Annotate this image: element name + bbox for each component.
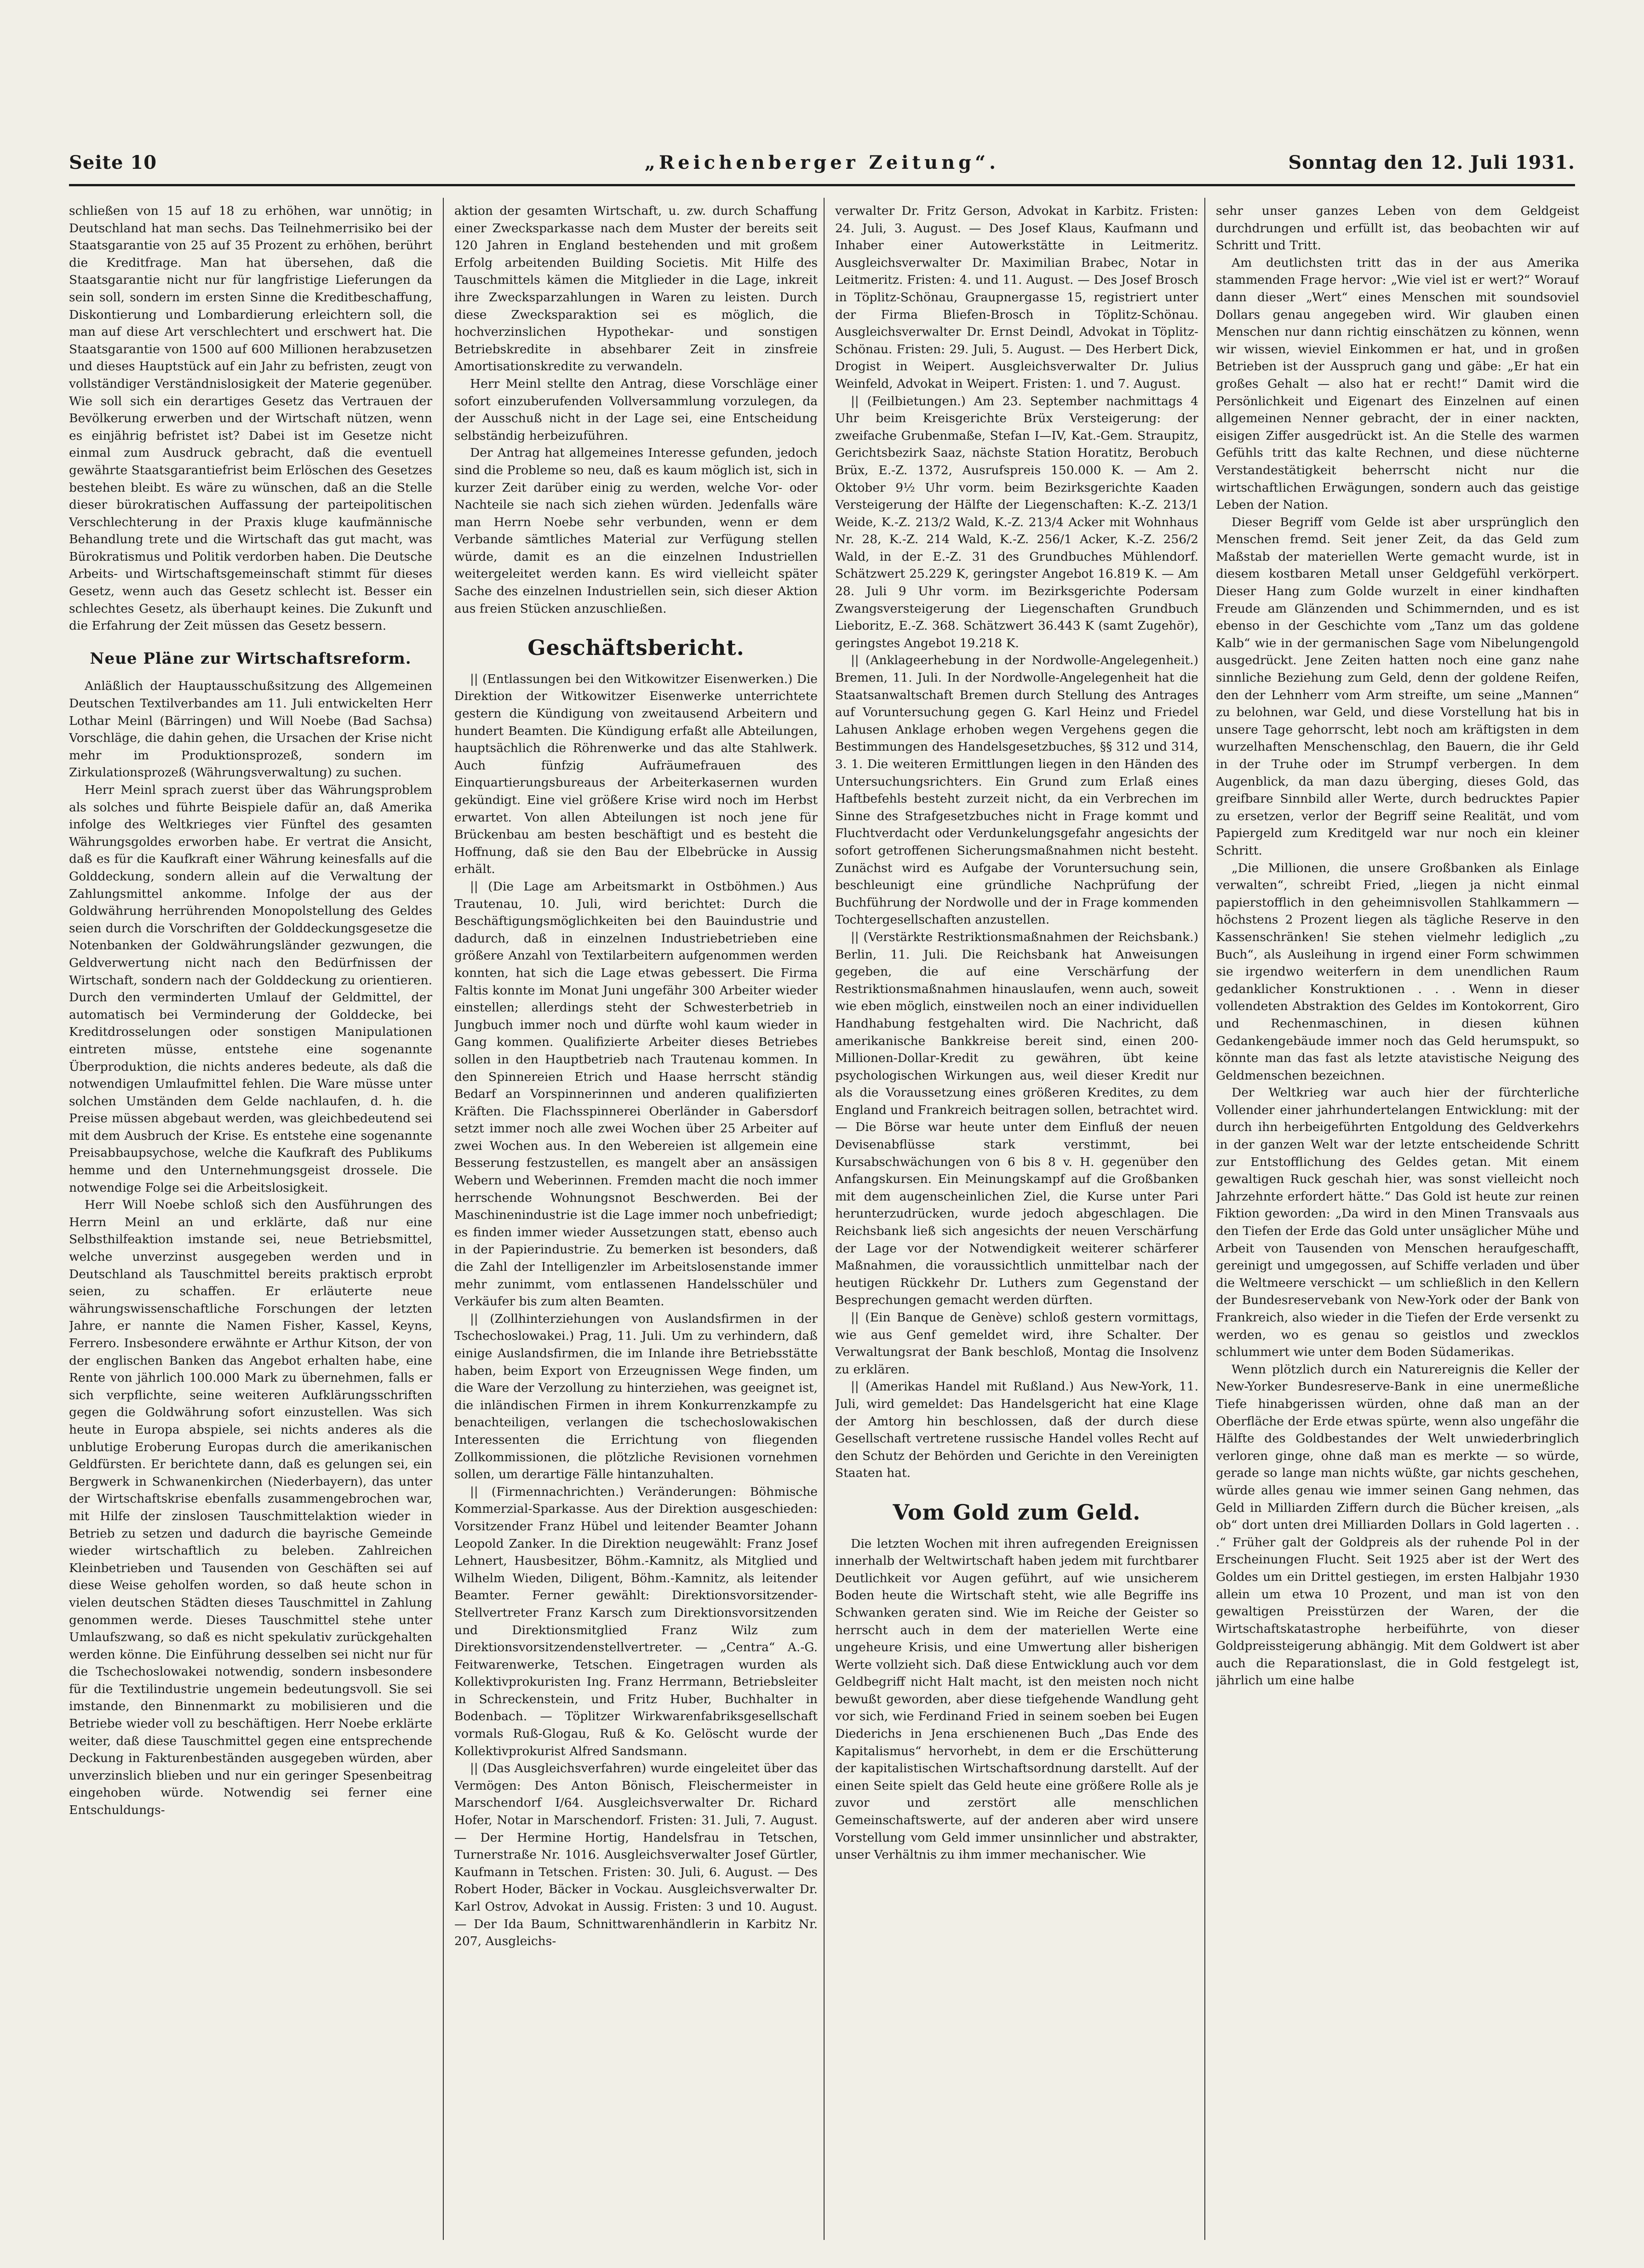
article-paragraph: Anläßlich der Hauptausschußsitzung des Allgemeinen Deutschen Textilverbandes am 11. Juli entwickelten Herr Lothar Meinl (Bärringen) und Will Noebe (Bad Sachsa) Vorschläge, die dahin gehen, die Ursachen der Krise nicht mehr im Produktionsprozeß, sondern im Zirkulationsprozeß (Währungsverwaltung) zu suchen. [69,679,432,780]
news-item: || (Verstärkte Restriktionsmaßnahmen der Reichsbank.) Berlin, 11. Juli. Die Reichsbank hat Anweisungen gegeben, die auf eine Verschärfung der Restriktionsmaßnahmen hinauslaufen, wenn auch, soweit wie eben möglich, einstweilen noch an einer individuellen Handhabung festgehalten wird. Die Nachricht, daß amerikanische Bankkreise bereit sind, einen 200-Millionen-Dollar-Kredit zu gewähren, übt keine psychologischen Wirkungen aus, weil dieser Kredit nur als die Voraussetzung eines größeren Kredites, zu dem England und Frankreich beitragen sollen, betrachtet wird. — Die Börse war heute unter dem Einfluß der neuen Devisenabflüsse stark verstimmt, bei Kursabschwächungen von 6 bis 8 v. H. gegenüber den Anfangskursen. Ein Meinungskampf auf die Großbanken mit dem augenscheinlichen Ziel, die Kurse unter Pari herunterzudrücken, wurde jedoch abgeschlagen. Die Reichsbank ließ sich angesichts der neuen Verschärfung der Lage vor der Notwendigkeit weiterer schärferer Maßnahmen, die voraussichtlich unmittelbar nach der heutigen Rückkehr Dr. Luthers zum Gegenstand der Besprechungen gemacht werden dürften. [835,930,1198,1308]
article-paragraph: Der Weltkrieg war auch hier der fürchterliche Vollender einer jahrhundertelangen Entwicklung: mit der durch ihn herbeigeführten Entgoldung des Geldverkehrs in der ganzen Welt war der letzte entscheidende Schritt zur Entstofflichung des Geldes getan. Mit einem gewaltigen Ruck geschah hier, was sonst vielleicht noch Jahrzehnte erfordert hätte.“ Das Gold ist heute zur reinen Fiktion geworden: „Da wird in den Minen Transvaals aus den Tiefen der Erde das Gold unter unsäglicher Mühe und Arbeit von Tausenden von Menschen heraufgeschafft, gereinigt und umgegossen, auf Schiffe verladen und über die Weltmeere verschickt — um schließlich in den Kellern der Bundesreservebank von New-York oder der Bank von Frankreich, also wieder in die Tiefen der Erde versenkt zu werden, wo es genau so geistlos und zwecklos schlummert wie unter dem Boden Südamerikas. [1216,1085,1579,1360]
column-3 [835,202,1198,2235]
column-2 [454,202,818,2235]
article-paragraph: Herr Will Noebe schloß sich den Ausführungen des Herrn Meinl an und erklärte, daß nur eine Selbsthilfeaktion imstande sei, neue Betriebsmittel, welche unverzinst ausgegeben werden und in Deutschland als Tauschmittel bereits praktisch erprobt seien, zu schaffen. Er erläuterte neue währungswissenschaftliche Forschungen der letzten Jahre, er nannte die Namen Fisher, Kassel, Keyns, Ferrero. Insbesondere erwähnte er Arthur Kitson, der von der englischen Banken das Angebot erhalten habe, eine Rente von jährlich 100.000 Mark zu übernehmen, falls er sich verpflichte, seine weiteren Aufklärungsschriften gegen die Goldwährung sofort einzustellen. Was sich heute in Europa abspiele, sei nichts anderes als die unblutige Eroberung Europas durch die amerikanischen Geldfürsten. Er berichtete dann, daß es gelungen sei, ein Bergwerk in Schwanenkirchen (Niederbayern), das unter der Wirtschaftskrise ebenfalls zusammengebrochen war, mit Hilfe der zinslosen Tauschmittelaktion wieder in Betrieb zu setzen und dadurch die bayrische Gemeinde wieder wirtschaftlich zu beleben. Zahlreichen Kleinbetrieben und Tausenden von Geschäften sei auf diese Weise geholfen worden, so daß heute schon in vielen deutschen Städten dieses Tauschmittel in Zahlung genommen werde. Dieses Tauschmittel stehe unter Umlaufszwang, so daß es nicht spekulativ zurückgehalten werden könne. Die Einführung desselben sei nicht nur für die Tschechoslowakei notwendig, sondern insbesondere für die Textilindustrie ungemein bedeutungsvoll. Sie sei imstande, den Binnenmarkt zu mobilisieren und die Betriebe wieder voll zu beschäftigen. Herr Noebe erklärte weiter, daß diese Tauschmittel gegen eine entsprechende Deckung in Fakturenbeständen ausgegeben würden, aber unverzinslich blieben und nur ein geringer Spesenbeitrag eingehoben würde. Notwendig sei ferner eine Entschuldungs- [69,1198,432,1818]
masthead: „Reichenberger Zeitung“. [644,152,1000,173]
column-divider [1204,198,1205,2240]
article-paragraph: „Die Millionen, die unsere Großbanken als Einlage verwalten“, schreibt Fried, „liegen ja nicht einmal papierstofflich in den geheimnisvollen Stahlkammern — höchstens 2 Prozent liegen als tägliche Reserve in den Kassenschränken! Sie stehen vielmehr lediglich „zu Buch“, als Ausleihung in irgend einer Form schwimmen sie irgendwo weiterfern in dem unendlichen Raum gedanklicher Konstruktionen . . . Wenn in dieser vollendeten Abstraktion des Geldes im Kontokorrent, Giro und Rechenmaschinen, in diesen kühnen Gedankengebäude immer noch das Geld herumspukt, so könnte man das fast als letzte atavistische Neigung des Geldmenschen bezeichnen. [1216,861,1579,1083]
article-paragraph: sehr unser ganzes Leben von dem Geldgeist durchdrungen und erfüllt ist, das beobachten wir auf Schritt und Tritt. [1216,204,1579,253]
column-1 [69,202,432,2235]
article-paragraph: Am deutlichsten tritt das in der aus Amerika stammenden Frage hervor: „Wie viel ist er wert?“ Worauf dann dieser „Wert“ eines Menschen mit soundsoviel Dollars genau angegeben wird. Wir glauben einen Menschen nur dann richtig einschätzen zu können, wenn wir wissen, wieviel Einkommen er hat, und in großen Betrieben ist der Ausspruch gang und gäbe: „Er hat ein großes Gehalt — also hat er recht!“ Damit wird die Persönlichkeit und Eigenart des Einzelnen auf einen allgemeinen Nenner gebracht, der in einer nackten, eisigen Ziffer ausgedrückt ist. An die Stelle des warmen Gefühls tritt das kalte Rechnen, und diese nüchterne Verstandestätigkeit beherrscht nicht nur die wirtschaftlichen Erwägungen, sondern auch das geistige Leben der Nation. [1216,255,1579,512]
header-rule [69,184,1575,186]
news-item: || (Amerikas Handel mit Rußland.) Aus New-York, 11. Juli, wird gemeldet: Das Handelsgericht hat eine Klage der Amtorg hin beschlossen, daß der durch diese Gesellschaft vertretene russische Handel volles Recht auf den Schutz der Behörden und Gerichte in den Vereinigten Staaten hat. [835,1379,1198,1481]
news-item: || (Anklageerhebung in der Nordwolle-Angelegenheit.) Bremen, 11. Juli. In der Nordwolle-Angelegenheit hat die Staatsanwaltschaft Bremen durch Stellung des Antrages auf Voruntersuchung gegen G. Karl Heinz und Friedel Lahusen Anklage erhoben wegen Vergehens gegen die Bestimmungen des Handelsgesetzbuches, §§ 312 und 314, 3. 1. Die weiteren Ermittlungen liegen in den Händen des Untersuchungsrichters. Ein Grund zum Erlaß eines Haftbefehls besteht zurzeit nicht, da ein Verbrechen im Sinne des Strafgesetzbuches nicht in Frage kommt und Fluchtverdacht oder Verdunkelungsgefahr angesichts der sofort getroffenen Sicherungsmaßnahmen nicht besteht. Zunächst wird es Aufgabe der Voruntersuchung sein, beschleunigt eine gründliche Nachprüfung der Buchführung der Nordwolle und der in Frage kommenden Tochtergesellschaften anzustellen. [835,653,1198,927]
article-paragraph: Die letzten Wochen mit ihren aufregenden Ereignissen innerhalb der Weltwirtschaft haben jedem mit furchtbarer Deutlichkeit vor Augen geführt, auf wie unsicherem Boden heute die Wirtschaft steht, wie alle Begriffe ins Schwanken geraten sind. Wie im Reiche der Geister so herrscht auch in dem der materiellen Werte eine ungeheure Krisis, und eine Umwertung aller bisherigen Werte vollzieht sich. Daß diese Entwicklung auch vor dem Geldbegriff nicht Halt macht, ist den meisten noch nicht bewußt geworden, aber diese tiefgehende Wandlung geht vor sich, wie Ferdinand Fried in seinem soeben bei Eugen Diederichs in Jena erschienenen Buch „Das Ende des Kapitalismus“ hervorhebt, in dem er die Erschütterung der kapitalistischen Wirtschaftsordnung darstellt. Auf der einen Seite spielt das Geld heute eine größere Rolle als je zuvor und zerstört alle menschlichen Gemeinschaftswerte, auf der anderen aber wird unsere Vorstellung vom Geld immer unsinnlicher und abstrakter, unser Verhältnis zu ihm immer mechanischer. Wie [835,1536,1198,1862]
article-paragraph: Herr Meinl sprach zuerst über das Währungsproblem als solches und führte Beispiele dafür an, daß Amerika infolge des Weltkrieges vier Fünftel des gesamten Währungsgoldes erworben habe. Er vertrat die Ansicht, daß es für die Kaufkraft einer Währung keinesfalls auf die Golddeckung, sondern allein auf die Verwaltung der Zahlungsmittel ankomme. Infolge der aus der Goldwährung herrührenden Monopolstellung des Geldes seien durch die Vorschriften der Golddeckungsgesetze die Notenbanken der Goldwährungsländer gezwungen, die Geldverwertung nicht nach den Bedürfnissen der Wirtschaft, sondern nach der Golddeckung zu orientieren. Durch den verminderten Umlauf der Geldmittel, der automatisch bei Verminderung der Golddecke, bei Kreditdrosselungen oder sonstigen Manipulationen eintreten müsse, entstehe eine sogenannte Überproduktion, die nichts anderes bedeute, als daß die notwendigen Umlaufmittel fehlen. Die Ware müsse unter solchen Umständen dem Gelde nachlaufen, d. h. die Preise müssen abgebaut werden, was gleichbedeutend sei mit dem Ausbruch der Krise. Es entstehe eine sogenannte Preisabbaupsychose, welche die Kaufkraft des Publikums hemme und den Unternehmungsgeist drossele. Die notwendige Folge sei die Arbeitslosigkeit. [69,783,432,1195]
news-item: || (Zollhinterziehungen von Auslandsfirmen in der Tschechoslowakei.) Prag, 11. Juli. Um zu verhindern, daß einige Auslandsfirmen, die im Inlande ihre Betriebsstätte haben, beim Export von Erzeugnissen Wege finden, um die Ware der Verzollung zu hinterziehen, was geeignet ist, die inländischen Firmen in ihrem Konkurrenzkampfe zu benachteiligen, verlangen die tschechoslowakischen Interessenten die Errichtung von fliegenden Zollkommissionen, die plötzliche Revisionen vornehmen sollen, um derartige Fälle hintanzuhalten. [454,1311,818,1482]
news-item: verwalter Dr. Fritz Gerson, Advokat in Karbitz. Fristen: 24. Juli, 3. August. — Des Josef Klaus, Kaufmann und Inhaber einer Autowerkstätte in Leitmeritz. Ausgleichsverwalter Dr. Maximilian Brabec, Notar in Leitmeritz. Fristen: 4. und 11. August. — Des Josef Brosch in Töplitz-Schönau, Graupnergasse 15, registriert unter der Firma Bliefen-Brosch in Töplitz-Schönau. Ausgleichsverwalter Dr. Ernst Deindl, Advokat in Töplitz-Schönau. Fristen: 29. Juli, 5. August. — Des Herbert Dick, Drogist in Weipert. Ausgleichsverwalter Dr. Julius Weinfeld, Advokat in Weipert. Fristen: 1. und 7. August. [835,204,1198,391]
article-paragraph: Herr Meinl stellte den Antrag, diese Vorschläge einer sofort einzuberufenden Vollversammlung vorzulegen, da der Ausschuß nicht in der Lage sei, eine Entscheidung selbständig herbeizuführen. [454,376,818,443]
section-heading: Vom Gold zum Geld. [893,1499,1141,1525]
news-item: || (Entlassungen bei den Witkowitzer Eisenwerken.) Die Direktion der Witkowitzer Eisenwerke unterrichtete gestern die Kündigung von zweitausend Arbeitern und hundert Beamten. Die Kündigung erfaßt alle Abteilungen, hauptsächlich die Röhrenwerke und das alte Stahlwerk. Auch fünfzig Aufräumefrauen des Einquartierungsbureaus der Arbeiterkasernen wurden gekündigt. Eine viel größere Krise wird noch im Herbst erwartet. Von allen Abteilungen ist noch jene für Brückenbau am besten beschäftigt und es besteht die Hoffnung, daß sie den Bau der Elbebrücke in Aussig erhält. [454,672,818,877]
newspaper-page [69,152,1579,2249]
article-paragraph: Dieser Begriff vom Gelde ist aber ursprünglich den Menschen fremd. Seit jener Zeit, da das Geld zum Maßstab der materiellen Werte gemacht wurde, ist in diesem kostbaren Metall unser Geldgefühl verkörpert. Dieser Hang zum Golde wurzelt in einer kindhaften Freude am Glänzenden und Schimmernden, und es ist ebenso in der Geschichte vom „Tanz um das goldene Kalb“ wie in der germanischen Sage vom Nibelungengold ausgedrückt. Jene Zeiten hatten noch eine ganz nahe sinnliche Beziehung zum Geld, denn der goldene Reifen, den der Lehnherr vom Arm streifte, um seine „Mannen“ zu belohnen, war Geld, und diese Vorstellung hat bis in unsere Tage gehorrscht, lebt noch am kräftigsten in dem wurzelhaften Menschenschlag, den Bauern, die ihr Geld in der Truhe oder im Strumpf verbergen. In dem Augenblick, da man dazu überging, dieses Gold, das greifbare Sinnbild aller Werte, durch bedrucktes Papier zu ersetzen, verlor der Begriff seine Realität, und vom Papiergeld zum Kreditgeld war nur noch ein kleiner Schritt. [1216,515,1579,858]
issue-date: Sonntag den 12. Juli 1931. [1288,152,1575,173]
article-paragraph: schließen von 15 auf 18 zu erhöhen, war unnötig; in Deutschland hat man sechs. Das Teilnehmerrisiko bei der Staatsgarantie von 25 auf 35 Prozent zu erhöhen, berührt die Kreditfrage. Man hat übersehen, daß die Staatsgarantie nicht nur für langfristige Lieferungen da sein soll, sondern im ersten Sinne die Kreditbeschaffung, Diskontierung und Lombardierung erleichtern soll, die man auf diese Art verschlechtert und erschwert hat. Die Staatsgarantie von 1500 auf 600 Millionen herabzusetzen und dieses Hauptstück auf ein Jahr zu befristen, zeugt von vollständiger Verständnislosigkeit der Materie gegenüber. Wie soll sich ein derartiges Gesetz das Vertrauen der Bevölkerung erwerben und der Wirtschaft nützen, wenn es einjährig befristet ist? Dabei ist im Gesetze nicht einmal zum Ausdruck gebracht, daß die eventuell gewährte Staatsgarantiefrist beim Erlöschen des Gesetzes bestehen bleibt. Es wäre zu wünschen, daß an die Stelle dieser bürokratischen Auffassung der parteipolitischen Verschlechterung in der Praxis kluge kaufmännische Behandlung trete und die Wirtschaft das gut macht, was Bürokratismus und Politik verdorben haben. Die Deutsche Arbeits- und Wirtschaftsgemeinschaft stimmt für dieses Gesetz, wenn auch das Gesetz schlecht ist. Besser ein schlechtes Gesetz, als überhaupt keines. Die Zukunft und die Erfahrung der Zeit müssen das Gesetz bessern. [69,204,432,633]
page-header [69,152,1575,179]
news-item: || (Die Lage am Arbeitsmarkt in Ostböhmen.) Aus Trautenau, 10. Juli, wird berichtet: Durch die Beschäftigungsmöglichkeiten bei den Bauindustrie und dadurch, daß in einzelnen Industriebetrieben eine größere Anzahl von Textilarbeitern aufgenommen werden konnten, hat sich die Lage etwas gebessert. Die Firma Faltis konnte im Monat Juni ungefähr 300 Arbeiter wieder einstellen; allerdings steht der Schwesterbetrieb in Jungbuch immer noch und dürfte wohl kaum wieder in Gang kommen. Qualifizierte Arbeiter dieses Betriebes sollen in den Hauptbetrieb nach Trautenau kommen. In den Spinnereien Etrich und Haase herrscht ständig Bedarf an Vorspinnerinnen und anderen qualifizierten Kräften. Die Flachsspinnerei Oberländer in Gabersdorf setzt immer noch alle zwei Wochen über 25 Arbeiter auf zwei Wochen aus. In den Webereien ist allgemein eine Besserung festzustellen, es mangelt aber an ansässigen Webern und Weberinnen. Fremden macht die noch immer herrschende Wohnungsnot Beschwerden. Bei der Maschinenindustrie ist die Lage immer noch unbefriedigt; es finden immer wieder Aussetzungen statt, ebenso auch in der Papierindustrie. Zu bemerken ist besonders, daß die Zahl der Intelligenzler im Arbeitslosenstande immer mehr zunimmt, vom entlassenen Handelsschüler und Verkäufer bis zum alten Beamten. [454,879,818,1309]
column-4 [1216,202,1579,2235]
article-paragraph: Der Antrag hat allgemeines Interesse gefunden, jedoch sind die Probleme so neu, daß es kaum möglich ist, sich in kurzer Zeit darüber einig zu werden, welche Vor- oder Nachteile sie nach sich ziehen würden. Jedenfalls wäre man Herrn Noebe sehr verbunden, wenn er dem Verbande sämtliches Material zur Verfügung stellen würde, damit es an die einzelnen Industriellen weitergeleitet werden kann. Es wird vielleicht später Sache des einzelnen Industriellen sein, sich dieser Aktion aus freien Stücken anzuschließen. [454,446,818,616]
news-item: || (Feilbietungen.) Am 23. September nachmittags 4 Uhr beim Kreisgerichte Brüx Versteigerung: der zweifache Grubenmaße, Stefan I—IV, Kat.-Gem. Straupitz, Gerichtsbezirk Saaz, nächste Station Horatitz, Berobuch Brüx, E.-Z. 1372, Ausrufspreis 150.000 K. — Am 2. Oktober 9½ Uhr vorm. beim Bezirksgerichte Kaaden Versteigerung der Hälfte der Liegenschaften: K.-Z. 213/1 Weide, K.-Z. 213/2 Wald, K.-Z. 213/4 Acker mit Wohnhaus Nr. 28, K.-Z. 214 Wald, K.-Z. 256/1 Acker, K.-Z. 256/2 Wald, in der E.-Z. 31 des Grundbuches Mühlendorf. Schätzwert 25.229 K, geringster Angebot 16.819 K. — Am 28. Juli 9 Uhr vorm. im Bezirksgerichte Podersam Zwangsversteigerung der Liegenschaften Grundbuch Lieboritz, E.-Z. 368. Schätzwert 36.443 K (samt Zugehör), geringstes Angebot 19.218 K. [835,394,1198,650]
page-number: Seite 10 [69,152,157,173]
section-heading: Neue Pläne zur Wirtschaftsreform. [90,649,412,668]
section-heading: Geschäftsbericht. [527,635,745,660]
column-divider [443,198,444,2240]
article-paragraph: Wenn plötzlich durch ein Naturereignis die Keller der New-Yorker Bundesreserve-Bank in eine unermeßliche Tiefe hinabgerissen würden, ohne daß man an der Oberfläche der Erde etwas spürte, wenn also ungefähr die Hälfte des Goldbestandes der Welt unwiederbringlich verloren ginge, ohne daß man es merkte — so würde, gerade so lange man nichts wüßte, gar nichts geschehen, würde alles genau wie immer seinen Gang nehmen, das Geld in Milliarden Ziffern durch die Bücher kreisen, „als ob“ dort unten drei Milliarden Dollars in Gold lagerten . . .“ Früher galt der Goldpreis als der ruhende Pol in der Erscheinungen Flucht. Seit 1925 aber ist der Wert des Goldes um ein Drittel gestiegen, im ersten Halbjahr 1930 allein um etwa 10 Prozent, und man ist von den gewaltigen Preisstürzen der Waren, der die Wirtschaftskatastrophe herbeiführte, von dieser Goldpreissteigerung abhängig. Mit dem Goldwert ist aber auch die Reparationslast, die in Gold festgelegt ist, jährlich um eine halbe [1216,1362,1579,1688]
column-divider [824,198,825,2240]
news-item: || (Ein Banque de Genève) schloß gestern vormittags, wie aus Genf gemeldet wird, ihre Schalter. Der Verwaltungsrat der Bank beschloß, Montag die Insolvenz zu erklären. [835,1310,1198,1377]
news-item: || (Firmennachrichten.) Veränderungen: Böhmische Kommerzial-Sparkasse. Aus der Direktion ausgeschieden: Vorsitzender Franz Hübel und leitender Beamter Johann Leopold Zanker. In die Direktion neugewählt: Franz Josef Lehnert, Hausbesitzer, Böhm.-Kamnitz, als Mitglied und Wilhelm Wieden, Diligent, Böhm.-Kamnitz, als leitender Beamter. Ferner gewählt: Direktionsvorsitzender-Stellvertreter Franz Karsch zum Direktionsvorsitzenden und Direktionsmitglied Franz Wilz zum Direktionsvorsitzendenstellvertreter. — „Centra“ A.-G. Feitwarenwerke, Tetschen. Eingetragen wurden als Kollektivprokuristen Ing. Franz Herrmann, Betriebsleiter in Schreckenstein, und Fritz Huber, Buchhalter in Bodenbach. — Töplitzer Wirkwarenfabriksgesellschaft vormals Ruß-Glogau, Ruß & Ko. Gelöscht wurde der Kollektivprokurist Alfred Sandsmann. [454,1484,818,1758]
news-item: || (Das Ausgleichsverfahren) wurde eingeleitet über das Vermögen: Des Anton Bönisch, Fleischermeister in Marschendorf I/64. Ausgleichsverwalter Dr. Richard Hofer, Notar in Marschendorf. Fristen: 31. Juli, 7. August. — Der Hermine Hortig, Handelsfrau in Tetschen, Turnerstraße Nr. 1016. Ausgleichsverwalter Josef Gürtler, Kaufmann in Tetschen. Fristen: 30. Juli, 6. August. — Des Robert Hoder, Bäcker in Vockau. Ausgleichsverwalter Dr. Karl Ostrov, Advokat in Aussig. Fristen: 3 und 10. August. — Der Ida Baum, Schnittwarenhändlerin in Karbitz Nr. 207, Ausgleichs- [454,1761,818,1949]
article-paragraph: aktion der gesamten Wirtschaft, u. zw. durch Schaffung einer Zwecksparkasse nach dem Muster der bereits seit 120 Jahren in England bestehenden und mit großem Erfolg arbeitenden Building Societis. Mit Hilfe des Tauschmittels kämen die Mitglieder in die Lage, inkreit ihre Zwecksparzahlungen in Waren zu leisten. Durch diese Zwecksparaktion sei es möglich, die hochverzinslichen Hypothekar- und sonstigen Betriebskredite in absehbarer Zeit in zinsfreie Amortisationskredite zu verwandeln. [454,204,818,374]
